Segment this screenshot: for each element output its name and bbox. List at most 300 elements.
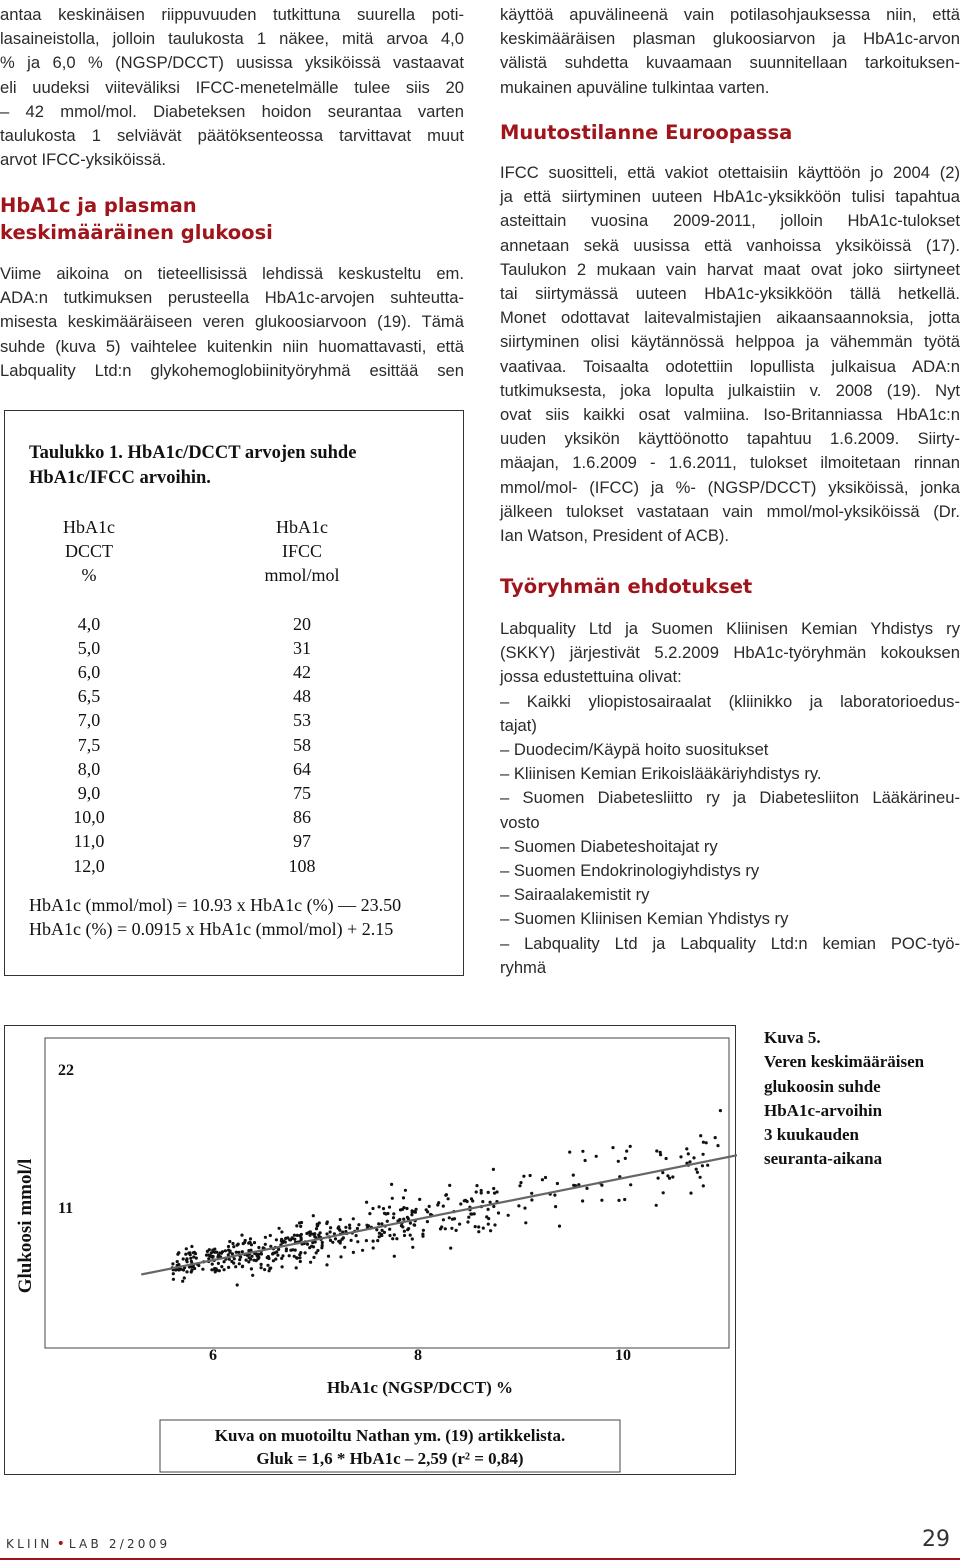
scatter-point [190, 1245, 193, 1248]
list-item: – Duodecim/Käypä hoito suositukset [500, 740, 769, 760]
scatter-point [313, 1232, 316, 1235]
scatter-point [685, 1147, 688, 1150]
scatter-point [195, 1257, 198, 1260]
scatter-point [184, 1253, 187, 1256]
scatter-point [211, 1263, 214, 1266]
scatter-point [402, 1196, 405, 1199]
scatter-point [458, 1223, 461, 1226]
heading-line: keskimääräinen glukoosi [0, 221, 273, 244]
table-cell: 53 [293, 710, 311, 731]
scatter-point [257, 1246, 260, 1249]
scatter-point [482, 1227, 485, 1230]
scatter-point [414, 1211, 417, 1214]
list-item: – Suomen Endokrinologiyhdistys ry [500, 861, 760, 881]
text-line: siirtyminen olisi käytännössä helppoa ja vähemmän työtä [500, 332, 960, 352]
text-line: käyttöä apuvälineenä vain potilasohjauksessa niin, että [500, 5, 960, 24]
scatter-point [266, 1264, 269, 1267]
scatter-point [450, 1227, 453, 1230]
text-line: Labquality Ltd:n glykohemoglobiinityöryhmä esittää sen [0, 360, 464, 380]
scatter-point [352, 1217, 355, 1220]
table-cell: 75 [293, 783, 311, 804]
scatter-point [418, 1198, 421, 1201]
scatter-point [339, 1255, 342, 1258]
scatter-point [241, 1250, 244, 1253]
scatter-point [371, 1207, 374, 1210]
regression-line [141, 1141, 737, 1274]
scatter-point [523, 1207, 526, 1210]
scatter-point [365, 1239, 368, 1242]
scatter-point [223, 1260, 226, 1263]
scatter-point [215, 1251, 218, 1254]
scatter-point [327, 1255, 330, 1258]
scatter-point [281, 1265, 284, 1268]
table-cell: 10,0 [73, 807, 105, 828]
scatter-point [524, 1221, 527, 1224]
figure-caption-line: seuranta-aikana [764, 1149, 883, 1169]
scatter-point [189, 1257, 192, 1260]
scatter-point [522, 1175, 525, 1178]
scatter-point [356, 1240, 359, 1243]
figure-caption-line: Veren keskimääräisen [764, 1052, 925, 1072]
scatter-point [487, 1191, 490, 1194]
scatter-point [377, 1222, 380, 1225]
text-line: uuden yksikön käyttöönotto tapahtuu 1.6.2009. Siirty- [500, 429, 960, 449]
scatter-point [237, 1251, 240, 1254]
table-cell: 6,0 [77, 662, 101, 683]
scatter-point [449, 1247, 452, 1250]
scatter-point [391, 1197, 394, 1200]
text-line: suhde (kuva 5) vaihtelee kuitenkin niin huomattavasti, että [0, 336, 464, 356]
scatter-point [556, 1182, 559, 1185]
scatter-point [381, 1229, 384, 1232]
list-item: – Sairaalakemistit ry [500, 885, 650, 905]
scatter-point [197, 1264, 200, 1267]
scatter-point [679, 1155, 682, 1158]
formula-line: HbA1c (mmol/mol) = 10.93 x HbA1c (%) — 23.50 [29, 895, 402, 915]
table-cell: 97 [293, 831, 311, 852]
scatter-point [436, 1203, 439, 1206]
section-heading-working-group: Työryhmän ehdotukset [500, 575, 753, 598]
text-line: Labquality Ltd ja Suomen Kliinisen Kemian Yhdistys ry [500, 619, 960, 638]
scatter-point [687, 1152, 690, 1155]
scatter-point [378, 1205, 381, 1208]
scatter-point [474, 1225, 477, 1228]
scatter-point [329, 1230, 332, 1233]
scatter-point [300, 1236, 303, 1239]
table-cell: 6,5 [77, 686, 101, 707]
scatter-point [378, 1235, 381, 1238]
scatter-point [320, 1246, 323, 1249]
text-line: – 42 mmol/mol. Diabeteksen hoidon seurantaa varten [0, 101, 464, 121]
scatter-point [553, 1194, 556, 1197]
scatter-point [689, 1192, 692, 1195]
scatter-point [657, 1177, 660, 1180]
scatter-point [671, 1175, 674, 1178]
column-header: IFCC [281, 541, 323, 562]
text-line: Viime aikoina on tieteellisissä lehdissä keskusteltu em. [0, 264, 464, 283]
column-header: DCCT [64, 541, 113, 562]
scatter-point [372, 1240, 375, 1243]
scatter-point [227, 1266, 230, 1269]
left-body-paragraph [0, 262, 464, 383]
text-line: ja että siirtyminen uuteen HbA1c-yksikköön tulisi tapahtua [500, 187, 960, 207]
x-tick-label: 10 [615, 1347, 631, 1364]
scatter-point [544, 1176, 547, 1179]
list-item: – Kliinisen Kemian Erikoislääkäriyhdistys ry. [500, 764, 822, 784]
scatter-point [376, 1239, 379, 1242]
page-number: 29 [922, 1527, 950, 1552]
scatter-point [475, 1184, 478, 1187]
scatter-point [390, 1183, 393, 1186]
scatter-point [368, 1212, 371, 1215]
scatter-point [662, 1191, 665, 1194]
scatter-point [529, 1174, 532, 1177]
scatter-point [310, 1245, 313, 1248]
scatter-point [471, 1199, 474, 1202]
scatter-point [190, 1269, 193, 1272]
scatter-point [205, 1254, 208, 1257]
scatter-point [581, 1150, 584, 1153]
scatter-point [255, 1259, 258, 1262]
table-cell: 11,0 [73, 831, 105, 852]
scatter-point [295, 1256, 298, 1259]
scatter-point [300, 1233, 303, 1236]
scatter-points [171, 1109, 722, 1287]
scatter-point [295, 1266, 298, 1269]
column-gap [49, 588, 129, 612]
text-line: IFCC suositteli, että vakiot otettaisiin käyttöön jo 2004 (2) [500, 163, 960, 182]
scatter-point [356, 1227, 359, 1230]
table-cell: 58 [293, 734, 311, 755]
scatter-point [218, 1269, 221, 1272]
scatter-point [245, 1259, 248, 1262]
working-group-paragraph [500, 617, 960, 980]
table-cell: 31 [293, 637, 311, 658]
scatter-point [326, 1220, 329, 1223]
x-tick-label: 8 [414, 1347, 422, 1364]
text-line: Taulukon 2 mukaan vain harvat maat ovat joko siirtyneet [500, 259, 960, 279]
table-cell: 9,0 [77, 783, 101, 804]
scatter-point [473, 1212, 476, 1215]
text-line: Ian Watson, President of ACB). [500, 526, 730, 546]
scatter-point [584, 1159, 587, 1162]
scatter-point [403, 1230, 406, 1233]
scatter-point [699, 1176, 702, 1179]
scatter-point [392, 1216, 395, 1219]
scatter-point [480, 1189, 483, 1192]
scatter-point [269, 1267, 272, 1270]
scatter-point [352, 1251, 355, 1254]
scatter-point [212, 1255, 215, 1258]
scatter-point [344, 1226, 347, 1229]
scatter-point [655, 1204, 658, 1207]
scatter-point [702, 1184, 705, 1187]
scatter-point [629, 1145, 632, 1148]
footer-dot: • [56, 1536, 65, 1552]
scatter-point [256, 1254, 259, 1257]
scatter-point [702, 1141, 705, 1144]
scatter-point [236, 1244, 239, 1247]
text-line: eli uudeksi viiteväliksi IFCC-menetelmälle tulee siis 20 [0, 77, 464, 97]
journal-name-a: KLIIN [6, 1537, 53, 1551]
scatter-point [253, 1241, 256, 1244]
scatter-point [343, 1246, 346, 1249]
scatter-point [275, 1238, 278, 1241]
scatter-point [238, 1262, 241, 1265]
text-line: asteittain vuosina 2009-2011, jolloin HbA1c-tulokset [500, 211, 960, 231]
scatter-point [714, 1136, 717, 1139]
text-line: välistä suhdetta kuvaamaan suunnitellaan tarkoituksen- [500, 53, 960, 73]
scatter-point [518, 1184, 521, 1187]
scatter-point [217, 1262, 220, 1265]
figure-caption-line: glukoosin suhde [764, 1076, 881, 1096]
caption-line: Taulukko 1. HbA1c/DCCT arvojen suhde [29, 443, 357, 463]
scatter-point [487, 1217, 490, 1220]
scatter-point [312, 1256, 315, 1259]
scatter-point [625, 1150, 628, 1153]
scatter-point [260, 1252, 263, 1255]
scatter-point [386, 1212, 389, 1215]
scatter-point [264, 1236, 267, 1239]
scatter-point [238, 1258, 241, 1261]
scatter-point [477, 1225, 480, 1228]
scatter-point [719, 1109, 722, 1112]
scatter-point [329, 1226, 332, 1229]
scatter-point [403, 1234, 406, 1237]
scatter-point [280, 1239, 283, 1242]
scatter-point [201, 1268, 204, 1271]
scatter-point [493, 1223, 496, 1226]
scatter-point [294, 1249, 297, 1252]
scatter-point [442, 1218, 445, 1221]
scatter-point [489, 1201, 492, 1204]
x-tick-label: 6 [209, 1347, 217, 1364]
scatter-point [617, 1160, 620, 1163]
scatter-point [312, 1214, 315, 1217]
scatter-point [304, 1251, 307, 1254]
scatter-point [236, 1283, 239, 1286]
scatter-point [316, 1224, 319, 1227]
table-cell: 7,5 [77, 734, 101, 755]
heading-line: HbA1c ja plasman [0, 194, 197, 217]
scatter-point [395, 1237, 398, 1240]
scatter-point [558, 1225, 561, 1228]
scatter-point [337, 1240, 340, 1243]
scatter-point [348, 1227, 351, 1230]
scatter-point [530, 1198, 533, 1201]
scatter-point [617, 1199, 620, 1202]
scatter-point [444, 1227, 447, 1230]
scatter-point [325, 1232, 328, 1235]
scatter-point [365, 1224, 368, 1227]
scatter-point [492, 1205, 495, 1208]
scatter-point [688, 1160, 691, 1163]
column-gap [227, 588, 377, 612]
scatter-point [250, 1267, 253, 1270]
scatter-point [406, 1228, 409, 1231]
text-line: arvot IFCC-yksiköissä. [0, 150, 166, 170]
table-cell: 42 [293, 662, 311, 683]
note-line: Gluk = 1,6 * HbA1c – 2,59 (r² = 0,84) [256, 1449, 524, 1468]
text-line: ovat siis kaikki osat valmiina. Iso-Britanniassa HbA1c:n [500, 405, 960, 425]
scatter-point [365, 1201, 368, 1204]
scatter-point [210, 1268, 213, 1271]
scatter-point [492, 1187, 495, 1190]
scatter-point [467, 1216, 470, 1219]
figure-5-scatter-chart [4, 1025, 736, 1475]
text-line: ryhmä [500, 957, 547, 977]
section-heading-hba1c-glucose [0, 192, 464, 246]
scatter-point [705, 1141, 708, 1144]
scatter-point [665, 1157, 668, 1160]
scatter-point [572, 1174, 575, 1177]
formula-line: HbA1c (%) = 0.0915 x HbA1c (mmol/mol) + 2.15 [29, 919, 394, 940]
scatter-point [701, 1164, 704, 1167]
scatter-point [177, 1251, 180, 1254]
column-header: % [81, 565, 97, 586]
scatter-point [699, 1134, 702, 1137]
text-line: tai siirtymässä uuteen HbA1c-yksikköön tällä hetkellä. [500, 284, 960, 304]
scatter-point [413, 1224, 416, 1227]
x-axis-label: HbA1c (NGSP/DCCT) % [326, 1378, 514, 1397]
scatter-point [249, 1237, 252, 1240]
scatter-point [629, 1183, 632, 1186]
scatter-point [264, 1243, 267, 1246]
section-heading-europe: Muutostilanne Euroopassa [500, 121, 793, 144]
scatter-point [272, 1252, 275, 1255]
scatter-point [519, 1181, 522, 1184]
scatter-point [231, 1242, 234, 1245]
scatter-point [477, 1230, 480, 1233]
scatter-point [623, 1198, 626, 1201]
scatter-point [624, 1157, 627, 1160]
scatter-point [272, 1259, 275, 1262]
scatter-point [405, 1207, 408, 1210]
scatter-point [249, 1258, 252, 1261]
scatter-point [411, 1209, 414, 1212]
scatter-point [339, 1218, 342, 1221]
scatter-point [182, 1268, 185, 1271]
table-caption [29, 441, 449, 491]
table-1-box [4, 410, 464, 976]
scatter-point [517, 1204, 520, 1207]
plot-frame [45, 1038, 729, 1348]
scatter-chart-svg [5, 1026, 737, 1476]
scatter-point [229, 1249, 232, 1252]
scatter-point [263, 1268, 266, 1271]
scatter-point [372, 1246, 375, 1249]
scatter-point [299, 1260, 302, 1263]
scatter-point [172, 1278, 175, 1281]
column-header: HbA1c [276, 517, 328, 537]
y-tick-label: 11 [58, 1200, 74, 1217]
scatter-point [211, 1249, 214, 1252]
scatter-point [267, 1255, 270, 1258]
text-line: antaa keskinäisen riippuvuuden tutkittuna suurella poti- [0, 5, 464, 24]
scatter-point [241, 1265, 244, 1268]
scatter-point [466, 1220, 469, 1223]
scatter-point [186, 1260, 189, 1263]
scatter-point [213, 1267, 216, 1270]
text-line: Monet odottavat laitevalmistajien aikaansaannoksia, jotta [500, 308, 960, 328]
table-cell: 20 [293, 613, 311, 634]
scatter-point [391, 1237, 394, 1240]
scatter-point [296, 1234, 299, 1237]
scatter-point [183, 1276, 186, 1279]
text-line: mäajan, 1.6.2009 - 1.6.2011, tulokset ilmoitetaan rinnan [500, 453, 960, 473]
text-line: annetaan sekä uusissa että vanhoissa yksiköissä (17). [500, 235, 960, 255]
column-header: HbA1c [63, 517, 115, 537]
scatter-point [388, 1234, 391, 1237]
scatter-point [293, 1234, 296, 1237]
scatter-point [288, 1254, 291, 1257]
scatter-point [348, 1224, 351, 1227]
note-line: Kuva on muotoiltu Nathan ym. (19) artikkelista. [214, 1426, 566, 1445]
scatter-point [334, 1237, 337, 1240]
scatter-point [421, 1235, 424, 1238]
scatter-point [289, 1249, 292, 1252]
scatter-point [329, 1239, 332, 1242]
scatter-point [306, 1243, 309, 1246]
text-line: keskimääräisen plasman glukoosiarvon ja HbA1c-arvon [500, 29, 960, 49]
scatter-point [249, 1241, 252, 1244]
text-line: mmol/mol- (IFCC) ja %- (NGSP/DCCT) yksiköissä, jonka [500, 477, 960, 497]
scatter-point [507, 1214, 510, 1217]
list-item: – Kaikki yliopistosairaalat (kliinikko ja laboratorioedus- [500, 691, 960, 711]
scatter-point [439, 1227, 442, 1230]
right-intro-paragraph [500, 3, 960, 100]
scatter-point [220, 1265, 223, 1268]
scatter-point [221, 1250, 224, 1253]
scatter-point [655, 1149, 658, 1152]
text-line: jälkeen tulokset vastataan vain mmol/mol-yksiköissä (Dr. [500, 501, 960, 521]
scatter-point [308, 1234, 311, 1237]
list-item: – Suomen Diabetesliitto ry ja Diabetesliiton Lääkärineu- [500, 788, 960, 808]
figure-caption-line: 3 kuukauden [764, 1125, 859, 1145]
scatter-point [378, 1232, 381, 1235]
scatter-point [696, 1171, 699, 1174]
scatter-point [357, 1223, 360, 1226]
figure-caption [764, 1026, 954, 1172]
journal-footer [6, 1536, 170, 1552]
scatter-point [611, 1146, 614, 1149]
scatter-point [208, 1248, 211, 1251]
scatter-point [181, 1280, 184, 1283]
scatter-point [702, 1153, 705, 1156]
scatter-point [415, 1208, 418, 1211]
scatter-point [185, 1247, 188, 1250]
scatter-point [281, 1254, 284, 1257]
list-item: – Suomen Diabeteshoitajat ry [500, 836, 718, 856]
table-cell: 4,0 [77, 613, 101, 634]
scatter-point [284, 1241, 287, 1244]
scatter-point [411, 1246, 414, 1249]
scatter-point [388, 1206, 391, 1209]
scatter-point [232, 1245, 235, 1248]
list-item: – Suomen Kliinisen Kemian Yhdistys ry [500, 909, 789, 929]
text-line: ADA:n tutkimuksen perusteella HbA1c-arvojen suhteutta- [0, 288, 464, 308]
scatter-point [444, 1194, 447, 1197]
scatter-point [355, 1234, 358, 1237]
scatter-point [188, 1251, 191, 1254]
scatter-point [240, 1234, 243, 1237]
scatter-point [493, 1192, 496, 1195]
table-cell: 5,0 [77, 637, 101, 658]
text-line: tajat) [500, 715, 537, 735]
text-line: lasaineistolla, jolloin taulukosta 1 näkee, mitä arvoa 4,0 [0, 29, 464, 49]
scatter-point [695, 1168, 698, 1171]
scatter-point [497, 1211, 500, 1214]
